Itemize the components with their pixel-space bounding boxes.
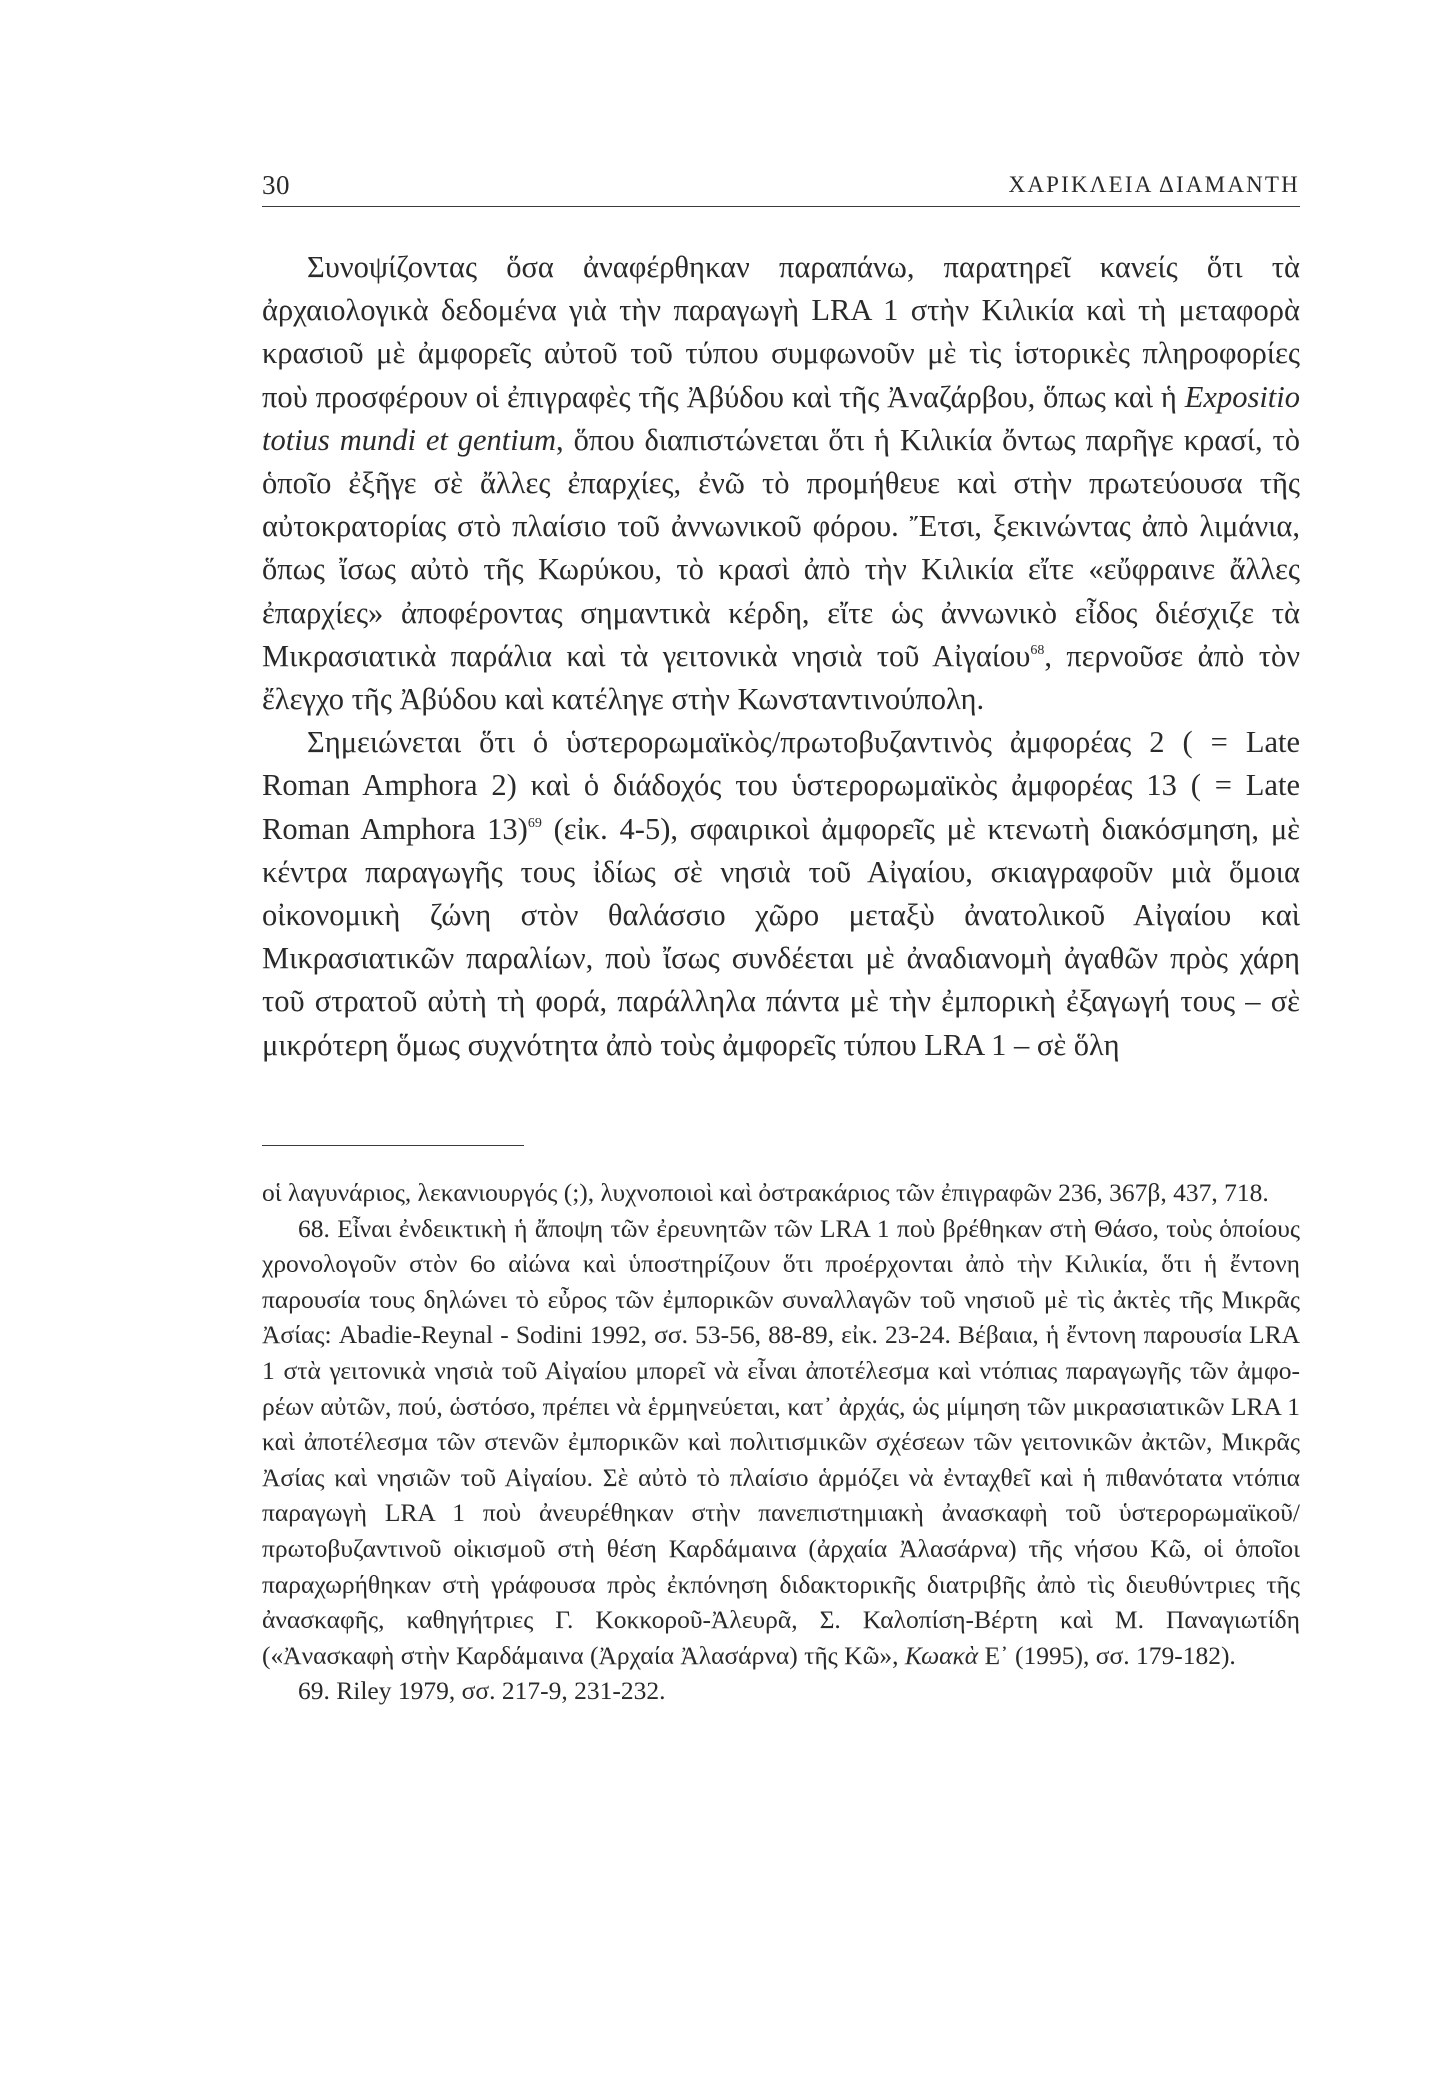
footnote-ref-68[interactable]: 68 <box>1030 642 1045 658</box>
text-run: 68. Εἶναι ἐνδεικτικὴ ἡ ἄποψη τῶν ἐρευνητῶν τῶν LRA 1 ποὺ βρέθηκαν στὴ Θάσο, τοὺς ὁποίους χρονολογοῦν στὸν 6ο αἰώνα καὶ ὑποστηρίζουν ὅτι προέρχονται ἀπὸ τὴν Κιλικία, ὅτι ἡ ἔντονη παρουσία τους δηλώνει τὸ εὖρος τῶν ἐμπορικῶν συναλλαγῶν τοῦ νησιοῦ μὲ τὶς ἀκτὲς τῆς Μικρᾶς Ἀσίας: Abadie-Reynal - Sodini 1992, σσ. 53-56, 88-89, εἰκ. 23-24. Βέβαια, ἡ ἔντονη παρουσία LRA 1 στὰ γειτονικὰ νησιὰ τοῦ Αἰγαίου μπορεῖ νὰ εἶναι ἀποτέλεσμα καὶ ντόπιας παραγωγῆς τῶν ἀμφορέων αὐτῶν, πού, ὡστόσο, πρέπει νὰ ἑρμηνεύεται, κατ᾽ ἀρχάς, ὡς μίμηση τῶν μικρασιατικῶν LRA 1 καὶ ἀποτέλεσμα τῶν στενῶν ἐμπορικῶν καὶ πολιτισμικῶν σχέσεων τῶν γειτονικῶν ἀκτῶν, Μικρᾶς Ἀσίας καὶ νησιῶν τοῦ Αἰγαίου. Σὲ αὐτὸ τὸ πλαίσιο ἁρμόζει νὰ ἐνταχθεῖ καὶ ἡ πιθανότατα ντόπια παραγωγὴ LRA 1 ποὺ ἀνευρέθηκαν στὴν πανεπιστημιακὴ ἀνασκαφὴ τοῦ ὑστερορωμαϊκοῦ/πρωτοβυζαντινοῦ οἰκισμοῦ στὴ θέση Καρδάμαινα (ἀρχαία Ἀλασάρνα) τῆς νήσου Κῶ, οἱ ὁποῖοι παραχωρήθηκαν στὴ γράφουσα πρὸς ἐκπόνηση διδακτορικῆς διατριβῆς ἀπὸ τὶς διευθύντριες τῆς ἀνασκαφῆς, καθηγήτριες Γ. Κοκκοροῦ-Ἀλευρᾶ, Σ. Καλοπίση-Βέρτη καὶ Μ. Παναγιωτίδη («Ἀνασκαφὴ στὴν Καρδάμαινα (Ἀρχαία Ἀλασάρνα) τῆς Κῶ», <box>262 1213 1300 1670</box>
page-number: 30 <box>262 170 290 200</box>
running-head-author: ΧΑΡΙΚΛΕΙΑ ΔΙΑΜΑΝΤΗ <box>1008 172 1300 197</box>
footnotes <box>262 1175 1300 1709</box>
footnote-ref-69[interactable]: 69 <box>527 815 542 831</box>
footnote-continuation: οἱ λαγυνάριος, λεκανιουργός (;), λυχνοποιοὶ καὶ ὀστρακάριος τῶν ἐπιγραφῶν 236, 367β, 437, 718. <box>262 1178 1269 1207</box>
footnote-68 <box>262 1211 1300 1674</box>
running-head <box>262 166 1300 207</box>
body-paragraph <box>262 246 1300 721</box>
italic-title: Expositio totius mundi et gentium <box>262 379 1300 457</box>
text-run: Σημειώνεται ὅτι ὁ ὑστερορωμαϊκὸς/πρωτοβυζαντινὸς ἀμφορέας 2 ( = Late Roman Amphora 2) καὶ ὁ διάδοχός του ὑστερορωμαϊκὸς ἀμφορέας 13 ( = Late Roman Amphora 13) <box>262 725 1300 846</box>
text-run: Συνοψίζοντας ὅσα ἀναφέρθηκαν παραπάνω, παρατηρεῖ κανείς ὅτι τὰ ἀρχαιολογικὰ δεδομένα γιὰ τὴν παραγωγὴ LRA 1 στὴν Κιλικία καὶ τὴ μεταφορὰ κρασιοῦ μὲ ἀμφορεῖς αὐτοῦ τοῦ τύπου συμφωνοῦν μὲ τὶς ἱστορικὲς πληροφορίες ποὺ προσφέρουν οἱ ἐπιγραφὲς τῆς Ἀβύδου καὶ τῆς Ἀναζάρβου, ὅπως καὶ ἡ <box>262 250 1300 414</box>
text-run: (εἰκ. 4-5), σφαιρικοὶ ἀμφορεῖς μὲ κτενωτὴ διακόσμηση, μὲ κέντρα παραγωγῆς τους ἰδίως σὲ νησιὰ τοῦ Αἰγαίου, σκιαγραφοῦν μιὰ ὅμοια οἰκονομικὴ ζώνη στὸν θαλάσσιο χῶρο μεταξὺ ἀνατολικοῦ Αἰγαίου καὶ Μικρασιατικῶν παραλίων, ποὺ ἴσως συνδέεται μὲ ἀναδιανομὴ ἀγαθῶν πρὸς χάρη τοῦ στρατοῦ αὐτὴ τὴ φορά, παράλληλα πάντα μὲ τὴν ἐμπορικὴ ἐξαγωγή τους – σὲ μικρότερη ὅμως συχνότητα ἀπὸ τοὺς ἀμφορεῖς τύπου LRA 1 – σὲ ὅλη <box>262 811 1300 1062</box>
text-run: Ε᾽ (1995), σσ. 179-182). <box>978 1640 1236 1670</box>
italic-journal: Κωακὰ <box>904 1640 979 1670</box>
footnote-separator <box>262 1145 524 1146</box>
main-text <box>262 246 1300 1067</box>
text-run: , ὅπου διαπιστώνεται ὅτι ἡ Κιλικία ὄντως παρῆγε κρασί, τὸ ὁποῖο ἐξῆγε σὲ ἄλλες ἐπαρχίες, ἐνῶ τὸ προμήθευε καὶ στὴν πρωτεύουσα τῆς αὐτοκρατορίας στὸ πλαίσιο τοῦ ἀννωνικοῦ φόρου. Ἔτσι, ξεκινώντας ἀπὸ λιμάνια, ὅπως ἴσως αὐτὸ τῆς Κωρύκου, τὸ κρασὶ ἀπὸ τὴν Κιλικία εἴτε «εὔφραινε ἄλλες ἐπαρχίες» ἀποφέροντας σημαντικὰ κέρδη, εἴτε ὡς ἀννωνικὸ εἶδος διέσχιζε τὰ Μικρασιατικὰ παράλια καὶ τὰ γειτονικὰ νησιὰ τοῦ Αἰγαίου <box>262 422 1300 673</box>
body-paragraph <box>262 721 1300 1067</box>
text-run: , περνοῦσε ἀπὸ τὸν ἔλεγχο τῆς Ἀβύδου καὶ κατέληγε στὴν Κωνσταντινούπολη. <box>262 638 1300 717</box>
footnote-69: 69. Riley 1979, σσ. 217-9, 231-232. <box>298 1676 666 1706</box>
